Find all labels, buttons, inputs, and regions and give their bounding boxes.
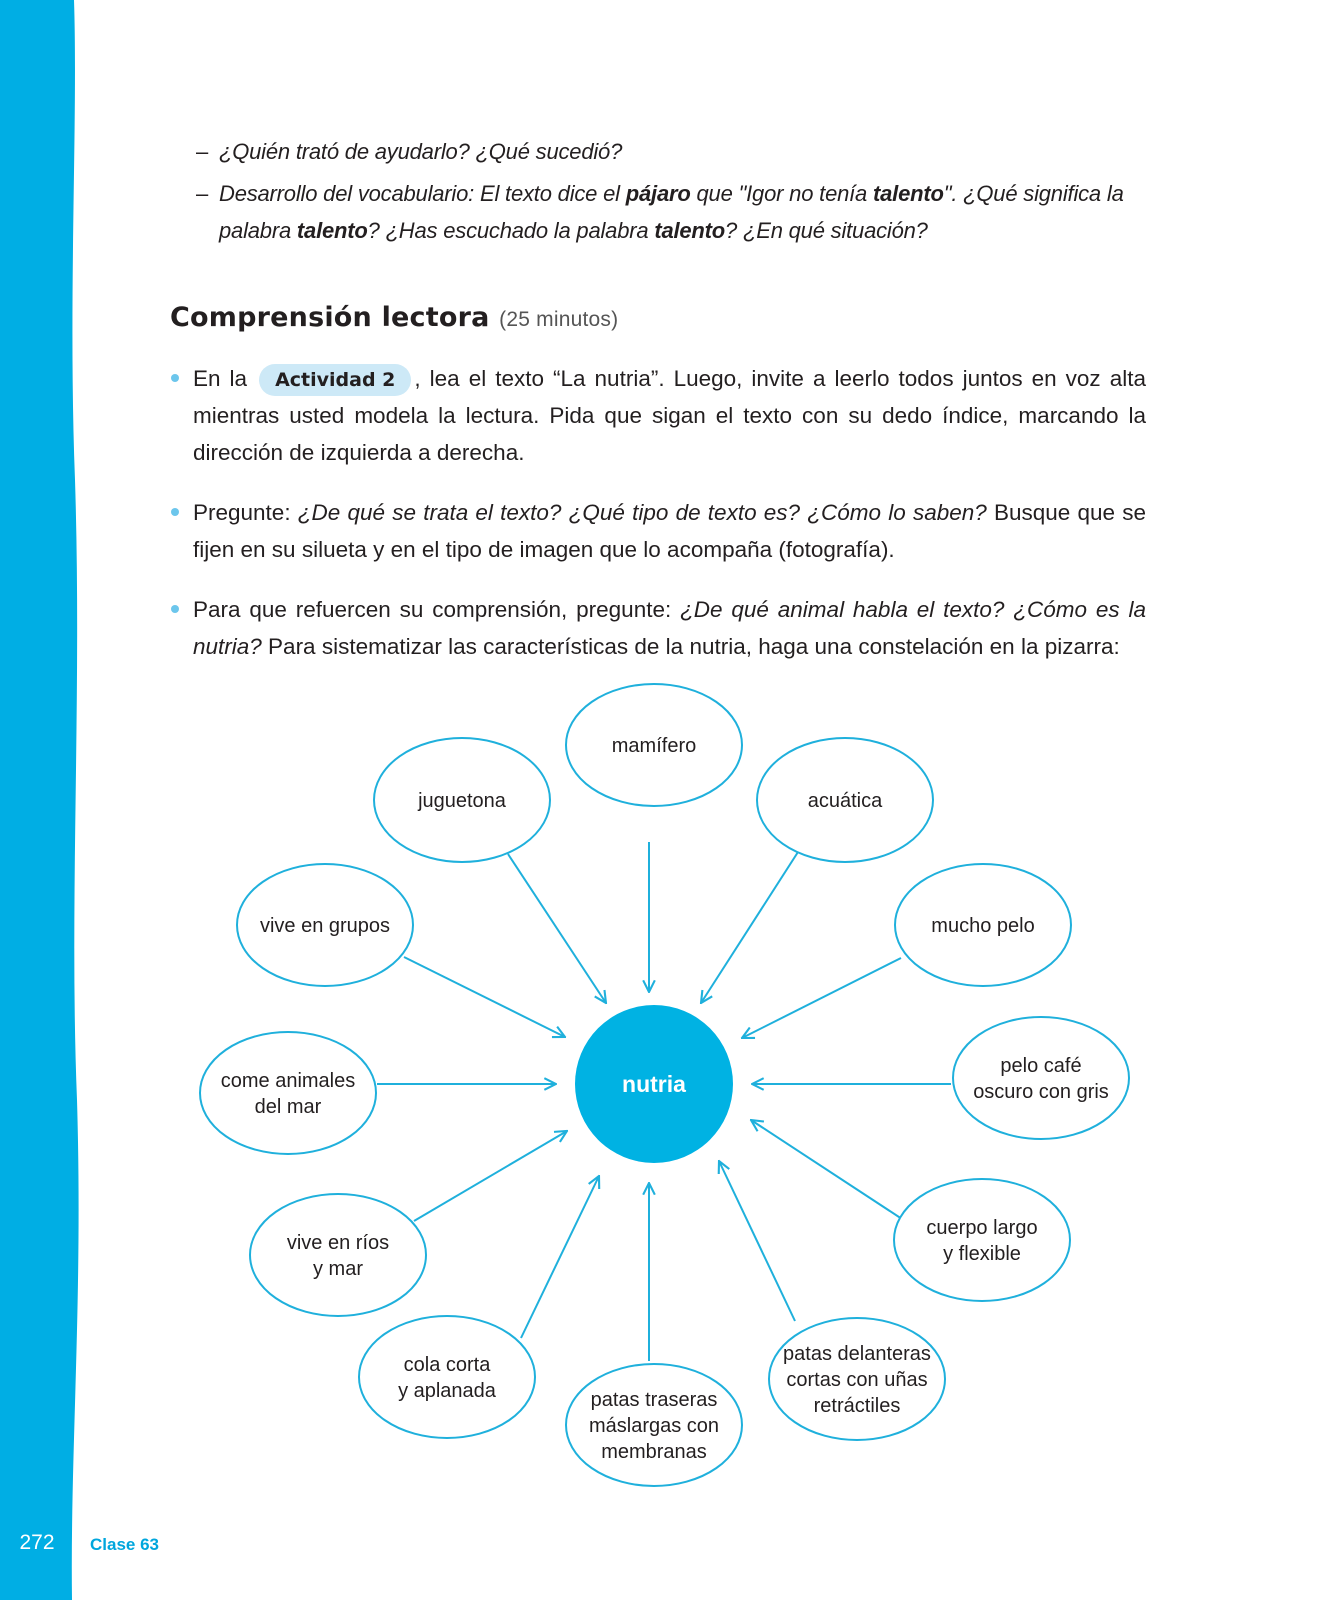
bullet-question: ¿De qué animal habla el texto? ¿Cómo es la nutria? — [193, 597, 1146, 659]
keyword: pájaro — [625, 181, 691, 206]
characteristic-node — [566, 684, 742, 806]
node-ellipse — [250, 1194, 426, 1316]
characteristic-node — [894, 1179, 1070, 1301]
node-label: patas traseras — [590, 1389, 718, 1411]
node-label: patas delanteras — [783, 1343, 931, 1365]
node-label: vive en ríos — [286, 1232, 390, 1254]
keyword: talento — [654, 218, 726, 243]
bullet-question: ¿De qué se trata el texto? ¿Qué tipo de texto es? ¿Cómo lo saben? — [297, 500, 987, 525]
node-label: retráctiles — [813, 1395, 901, 1417]
dash-marker: – — [196, 181, 209, 206]
characteristic-node — [374, 738, 550, 862]
characteristic-node — [200, 1032, 376, 1154]
dash-marker: – — [196, 139, 209, 164]
characteristic-node — [895, 864, 1071, 986]
node-label: juguetona — [418, 790, 506, 812]
question-fragment: ". ¿Qué significa la palabra — [219, 181, 1124, 243]
node-label: membranas — [601, 1441, 707, 1463]
arrow-connector — [742, 958, 901, 1038]
arrow-connector — [521, 1176, 599, 1338]
node-ellipse — [200, 1032, 376, 1154]
node-label: come animales — [220, 1070, 356, 1092]
center-label: nutria — [622, 1071, 686, 1097]
characteristic-node — [757, 738, 933, 862]
node-label: mamífero — [611, 735, 697, 757]
bullet-text: En la — [193, 366, 248, 391]
arrow-connector — [751, 1120, 902, 1219]
arrow-connector — [701, 852, 798, 1003]
node-label: pelo café — [1000, 1055, 1082, 1077]
keyword: talento — [296, 218, 368, 243]
activity-tag: Actividad 2 — [259, 364, 411, 396]
node-label: oscuro con gris — [973, 1081, 1109, 1103]
keyword: talento — [873, 181, 944, 206]
question-fragment: ? ¿En qué situación? — [725, 218, 928, 243]
characteristic-node — [566, 1364, 742, 1486]
question-fragment: que "Igor no tenía — [690, 181, 873, 206]
arrow-connector — [719, 1161, 795, 1321]
node-ellipse — [953, 1017, 1129, 1139]
bullet-text: Busque que se fijen en su silueta y en el tipo de imagen que lo acompaña (fotografía). — [193, 500, 1146, 562]
arrow-connector — [508, 854, 606, 1003]
node-ellipse — [359, 1316, 535, 1438]
question-fragment: Desarrollo del vocabulario: El texto dice el — [219, 181, 626, 206]
bullet-text: Para que refuercen su comprensión, pregunte: — [193, 597, 681, 622]
node-label: acuática — [807, 790, 883, 812]
class-label: Clase 63 — [90, 1535, 159, 1554]
section-title: Comprensión lectora — [170, 302, 490, 333]
node-label: y mar — [313, 1258, 363, 1280]
characteristic-node — [359, 1316, 535, 1438]
node-label: cuerpo largo — [926, 1217, 1038, 1239]
page-number: 272 — [19, 1531, 55, 1554]
node-label: vive en grupos — [259, 915, 391, 937]
bullet-text: Pregunte: — [193, 500, 298, 525]
characteristic-node — [250, 1194, 426, 1316]
arrow-connector — [414, 1131, 567, 1221]
question-fragment: ¿Quién trató de ayudarlo? ¿Qué sucedió? — [219, 139, 623, 164]
arrow-connector — [404, 957, 565, 1037]
characteristic-node — [237, 864, 413, 986]
node-label: y aplanada — [398, 1380, 496, 1402]
node-label: máslargas con — [588, 1415, 720, 1437]
node-label: cortas con uñas — [786, 1369, 928, 1391]
node-label: y flexible — [943, 1243, 1021, 1265]
section-duration: (25 minutos) — [499, 308, 619, 331]
node-label: mucho pelo — [931, 915, 1035, 937]
bullet-text: , lea el texto “La nutria”. Luego, invite a leerlo todos juntos en voz alta mientras usted modela la lectura. Pida que sigan el texto con su dedo índice, marcando la dirección de izquierda a derecha. — [193, 366, 1146, 465]
question-fragment: ? ¿Has escuchado la palabra — [367, 218, 655, 243]
node-label: cola corta — [403, 1354, 491, 1376]
bullet-text: Para sistematizar las características de la nutria, haga una constelación en la pizarra: — [261, 634, 1120, 659]
node-label: del mar — [254, 1096, 322, 1118]
characteristic-node — [953, 1017, 1129, 1139]
node-ellipse — [894, 1179, 1070, 1301]
characteristic-node — [769, 1318, 945, 1440]
